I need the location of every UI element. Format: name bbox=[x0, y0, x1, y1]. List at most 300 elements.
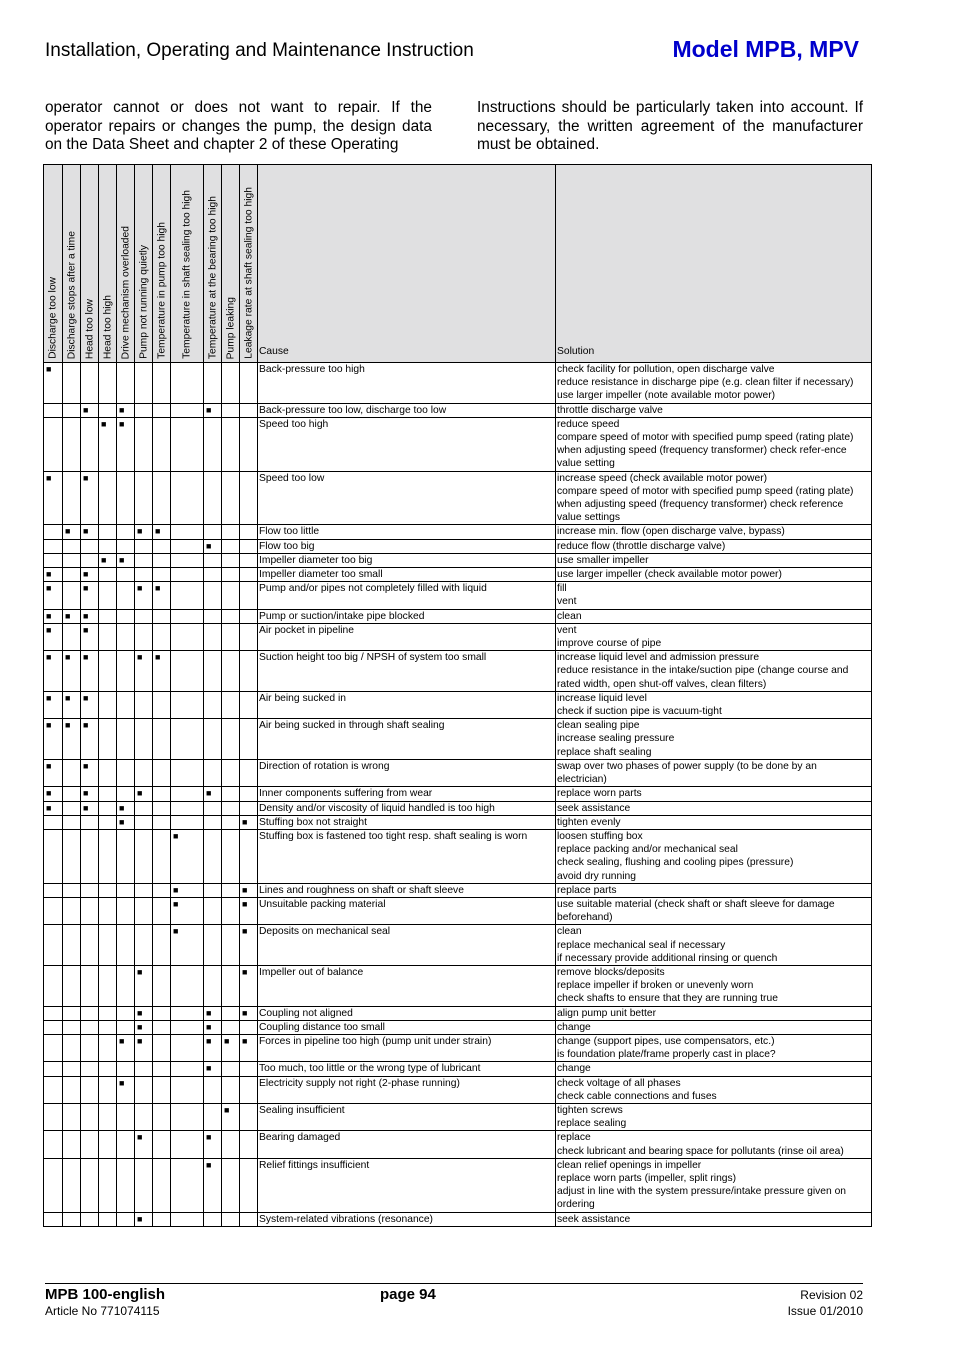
symptom-cell bbox=[81, 609, 99, 623]
symptom-cell bbox=[117, 1103, 135, 1130]
symptom-cell bbox=[222, 525, 240, 539]
symptom-mark: ■ bbox=[46, 652, 52, 663]
symptom-cell bbox=[153, 787, 171, 801]
table-header-row bbox=[44, 165, 872, 363]
table-row bbox=[44, 787, 872, 801]
table-row bbox=[44, 691, 872, 718]
symptom-cell bbox=[240, 1076, 258, 1103]
solution-cell bbox=[556, 925, 872, 966]
solution-line: increase liquid level bbox=[557, 692, 647, 704]
solution-line: use larger impeller (note available motor power) bbox=[557, 390, 776, 402]
symptom-cell bbox=[240, 651, 258, 692]
solution-header: Solution bbox=[556, 165, 872, 363]
symptom-mark: ■ bbox=[83, 610, 89, 621]
solution-line: clean relief openings in impeller bbox=[557, 1159, 702, 1171]
table-row bbox=[44, 759, 872, 786]
cause-cell: Stuffing box is fastened too tight resp. shaft sealing is worn bbox=[258, 829, 556, 883]
symptom-cell bbox=[153, 1212, 171, 1226]
symptom-cell bbox=[44, 801, 63, 815]
symptom-cell bbox=[153, 1076, 171, 1103]
symptom-mark: ■ bbox=[119, 1077, 125, 1088]
symptom-cell bbox=[171, 719, 204, 760]
symptom-label: Drive mechanism overloaded bbox=[120, 225, 131, 359]
symptom-cell bbox=[204, 539, 222, 553]
solution-cell bbox=[556, 1006, 872, 1020]
symptom-cell bbox=[171, 801, 204, 815]
symptom-mark: ■ bbox=[206, 1035, 212, 1046]
table-row bbox=[44, 525, 872, 539]
symptom-cell bbox=[63, 582, 81, 609]
solution-cell bbox=[556, 965, 872, 1006]
symptom-cell bbox=[240, 525, 258, 539]
symptom-cell bbox=[222, 417, 240, 471]
symptom-cell bbox=[99, 787, 117, 801]
symptom-cell bbox=[222, 651, 240, 692]
symptom-cell bbox=[204, 691, 222, 718]
symptom-cell bbox=[222, 403, 240, 417]
symptom-cell bbox=[44, 403, 63, 417]
table-row bbox=[44, 883, 872, 897]
symptom-cell bbox=[153, 883, 171, 897]
symptom-mark: ■ bbox=[46, 760, 52, 771]
symptom-cell bbox=[44, 1062, 63, 1076]
symptom-cell bbox=[99, 801, 117, 815]
table-row bbox=[44, 801, 872, 815]
symptom-label: Temperature in pump too high bbox=[156, 222, 167, 359]
symptom-cell bbox=[153, 582, 171, 609]
symptom-mark: ■ bbox=[46, 364, 52, 374]
solution-cell bbox=[556, 691, 872, 718]
symptom-cell bbox=[204, 897, 222, 924]
symptom-cell bbox=[117, 568, 135, 582]
symptom-mark: ■ bbox=[65, 610, 71, 621]
table-row bbox=[44, 1006, 872, 1020]
symptom-cell bbox=[99, 1158, 117, 1212]
table-row bbox=[44, 582, 872, 609]
symptom-cell bbox=[204, 651, 222, 692]
symptom-mark: ■ bbox=[137, 1035, 143, 1046]
solution-line: replace bbox=[557, 1132, 591, 1144]
symptom-cell bbox=[99, 363, 117, 404]
symptom-cell bbox=[44, 719, 63, 760]
symptom-cell bbox=[240, 1006, 258, 1020]
symptom-cell bbox=[204, 787, 222, 801]
symptom-cell bbox=[153, 897, 171, 924]
symptom-mark: ■ bbox=[242, 816, 248, 827]
symptom-mark: ■ bbox=[119, 1035, 125, 1046]
symptom-cell bbox=[81, 965, 99, 1006]
symptom-cell bbox=[222, 925, 240, 966]
solution-cell bbox=[556, 403, 872, 417]
symptom-cell bbox=[44, 815, 63, 829]
symptom-cell bbox=[135, 403, 153, 417]
symptom-cell bbox=[81, 525, 99, 539]
symptom-mark: ■ bbox=[242, 1035, 248, 1046]
cause-cell: Lines and roughness on shaft or shaft sleeve bbox=[258, 883, 556, 897]
symptom-mark: ■ bbox=[206, 1021, 212, 1032]
symptom-cell bbox=[153, 829, 171, 883]
symptom-cell bbox=[240, 1212, 258, 1226]
symptom-cell bbox=[204, 1158, 222, 1212]
symptom-cell bbox=[153, 719, 171, 760]
symptom-cell bbox=[204, 1062, 222, 1076]
symptom-cell bbox=[153, 801, 171, 815]
symptom-cell bbox=[44, 829, 63, 883]
symptom-cell bbox=[63, 965, 81, 1006]
symptom-cell bbox=[63, 719, 81, 760]
symptom-cell bbox=[222, 801, 240, 815]
symptom-cell bbox=[44, 1131, 63, 1158]
symptom-mark: ■ bbox=[206, 1159, 212, 1170]
symptom-mark: ■ bbox=[137, 583, 143, 594]
symptom-cell bbox=[135, 883, 153, 897]
symptom-cell bbox=[44, 897, 63, 924]
symptom-cell bbox=[81, 883, 99, 897]
symptom-cell bbox=[44, 1158, 63, 1212]
solution-cell bbox=[556, 1158, 872, 1212]
symptom-cell bbox=[171, 1158, 204, 1212]
solution-line: clean bbox=[557, 926, 582, 938]
symptom-cell bbox=[44, 691, 63, 718]
symptom-cell bbox=[81, 1212, 99, 1226]
symptom-cell bbox=[81, 403, 99, 417]
solution-line: when adjusting speed (frequency transformer) check reference value settings bbox=[557, 499, 844, 524]
symptom-cell bbox=[117, 897, 135, 924]
symptom-cell bbox=[99, 403, 117, 417]
symptom-cell bbox=[135, 539, 153, 553]
symptom-cell bbox=[240, 719, 258, 760]
symptom-cell bbox=[222, 1158, 240, 1212]
symptom-cell bbox=[171, 582, 204, 609]
solution-cell bbox=[556, 651, 872, 692]
table-row bbox=[44, 623, 872, 650]
symptom-cell bbox=[240, 1020, 258, 1034]
symptom-mark: ■ bbox=[206, 1063, 212, 1074]
solution-line: replace impeller if broken or unevenly worn bbox=[557, 980, 754, 992]
symptom-mark: ■ bbox=[119, 802, 125, 813]
symptom-cell bbox=[240, 759, 258, 786]
symptom-cell bbox=[44, 609, 63, 623]
symptom-cell bbox=[171, 883, 204, 897]
solution-cell bbox=[556, 471, 872, 525]
symptom-mark: ■ bbox=[206, 1007, 212, 1018]
solution-line: compare speed of motor with specified pump speed (rating plate) bbox=[557, 432, 854, 444]
symptom-cell bbox=[81, 815, 99, 829]
symptom-mark: ■ bbox=[46, 624, 52, 635]
solution-line: adjust in line with the system pressure/intake pressure given on ordering bbox=[557, 1186, 847, 1211]
symptom-cell bbox=[135, 471, 153, 525]
symptom-header bbox=[81, 165, 99, 363]
solution-line: use smaller impeller bbox=[557, 554, 649, 566]
symptom-cell bbox=[135, 553, 153, 567]
solution-line: check cable connections and fuses bbox=[557, 1090, 717, 1102]
symptom-cell bbox=[240, 1158, 258, 1212]
symptom-cell bbox=[117, 363, 135, 404]
cause-cell: Too much, too little or the wrong type of lubricant bbox=[258, 1062, 556, 1076]
symptom-cell bbox=[63, 1158, 81, 1212]
symptom-mark: ■ bbox=[46, 610, 52, 621]
symptom-cell bbox=[153, 1131, 171, 1158]
solution-line: tighten screws bbox=[557, 1104, 623, 1116]
symptom-cell bbox=[44, 759, 63, 786]
symptom-label: Head too low bbox=[84, 298, 95, 359]
solution-cell bbox=[556, 883, 872, 897]
symptom-cell bbox=[153, 417, 171, 471]
symptom-cell bbox=[135, 623, 153, 650]
symptom-cell bbox=[81, 651, 99, 692]
footer-page-number: page 94 bbox=[380, 1286, 436, 1303]
symptom-cell bbox=[99, 829, 117, 883]
symptom-cell bbox=[204, 1076, 222, 1103]
symptom-cell bbox=[44, 1006, 63, 1020]
symptom-cell bbox=[153, 525, 171, 539]
solution-cell bbox=[556, 1020, 872, 1034]
symptom-cell bbox=[135, 651, 153, 692]
symptom-cell bbox=[204, 1212, 222, 1226]
solution-line: replace parts bbox=[557, 884, 617, 896]
symptom-cell bbox=[63, 829, 81, 883]
symptom-cell bbox=[171, 1062, 204, 1076]
symptom-cell bbox=[153, 403, 171, 417]
symptom-cell bbox=[63, 1062, 81, 1076]
symptom-cell bbox=[240, 471, 258, 525]
symptom-cell bbox=[135, 1034, 153, 1061]
symptom-cell bbox=[135, 1212, 153, 1226]
symptom-cell bbox=[81, 759, 99, 786]
symptom-mark: ■ bbox=[65, 720, 71, 731]
footer-revision: Revision 02 bbox=[800, 1288, 863, 1302]
symptom-cell bbox=[63, 623, 81, 650]
symptom-cell bbox=[99, 539, 117, 553]
symptom-mark: ■ bbox=[242, 926, 248, 937]
symptom-cell bbox=[117, 815, 135, 829]
symptom-cell bbox=[222, 829, 240, 883]
table-row bbox=[44, 1062, 872, 1076]
cause-cell: Impeller diameter too big bbox=[258, 553, 556, 567]
symptom-cell bbox=[63, 1103, 81, 1130]
symptom-cell bbox=[44, 471, 63, 525]
symptom-cell bbox=[81, 553, 99, 567]
symptom-cell bbox=[81, 363, 99, 404]
symptom-cell bbox=[240, 1034, 258, 1061]
table-row bbox=[44, 1103, 872, 1130]
symptom-cell bbox=[222, 1006, 240, 1020]
symptom-cell bbox=[153, 1020, 171, 1034]
symptom-cell bbox=[153, 1158, 171, 1212]
symptom-cell bbox=[44, 883, 63, 897]
symptom-mark: ■ bbox=[137, 652, 143, 663]
symptom-cell bbox=[171, 829, 204, 883]
symptom-cell bbox=[153, 568, 171, 582]
solution-line: check if suction pipe is vacuum-tight bbox=[557, 706, 722, 718]
symptom-cell bbox=[171, 623, 204, 650]
symptom-cell bbox=[44, 965, 63, 1006]
symptom-cell bbox=[240, 609, 258, 623]
table-row bbox=[44, 925, 872, 966]
symptom-cell bbox=[63, 1076, 81, 1103]
symptom-mark: ■ bbox=[137, 1021, 143, 1032]
symptom-cell bbox=[99, 471, 117, 525]
symptom-cell bbox=[99, 568, 117, 582]
symptom-cell bbox=[171, 965, 204, 1006]
symptom-cell bbox=[81, 1020, 99, 1034]
cause-cell: Flow too little bbox=[258, 525, 556, 539]
symptom-cell bbox=[63, 403, 81, 417]
symptom-cell bbox=[204, 1103, 222, 1130]
symptom-cell bbox=[63, 651, 81, 692]
symptom-cell bbox=[81, 1131, 99, 1158]
symptom-cell bbox=[171, 897, 204, 924]
cause-cell: Air being sucked in through shaft sealing bbox=[258, 719, 556, 760]
symptom-cell bbox=[240, 539, 258, 553]
symptom-cell bbox=[81, 897, 99, 924]
solution-cell bbox=[556, 525, 872, 539]
symptom-cell bbox=[81, 829, 99, 883]
symptom-mark: ■ bbox=[224, 1035, 230, 1046]
symptom-cell bbox=[44, 787, 63, 801]
symptom-cell bbox=[81, 1062, 99, 1076]
table-row bbox=[44, 553, 872, 567]
symptom-cell bbox=[240, 801, 258, 815]
symptom-mark: ■ bbox=[137, 1007, 143, 1018]
symptom-cell bbox=[117, 623, 135, 650]
solution-line: avoid dry running bbox=[557, 870, 636, 882]
symptom-cell bbox=[81, 417, 99, 471]
solution-cell bbox=[556, 609, 872, 623]
symptom-header bbox=[204, 165, 222, 363]
solution-line: check voltage of all phases bbox=[557, 1077, 681, 1089]
solution-cell bbox=[556, 623, 872, 650]
symptom-cell bbox=[222, 787, 240, 801]
symptom-cell bbox=[171, 1212, 204, 1226]
symptom-mark: ■ bbox=[137, 966, 143, 977]
symptom-cell bbox=[117, 719, 135, 760]
solution-cell bbox=[556, 568, 872, 582]
symptom-cell bbox=[204, 525, 222, 539]
symptom-cell bbox=[222, 1076, 240, 1103]
symptom-mark: ■ bbox=[119, 418, 125, 429]
symptom-cell bbox=[204, 1020, 222, 1034]
symptom-cell bbox=[153, 965, 171, 1006]
symptom-cell bbox=[153, 1006, 171, 1020]
symptom-cell bbox=[222, 1020, 240, 1034]
symptom-cell bbox=[117, 691, 135, 718]
solution-line: improve course of pipe bbox=[557, 638, 662, 650]
symptom-mark: ■ bbox=[65, 692, 71, 703]
symptom-mark: ■ bbox=[155, 526, 161, 537]
symptom-cell bbox=[99, 1212, 117, 1226]
symptom-cell bbox=[240, 829, 258, 883]
symptom-cell bbox=[135, 1131, 153, 1158]
symptom-cell bbox=[135, 1076, 153, 1103]
footer-article-number: Article No 771074115 bbox=[45, 1304, 160, 1318]
symptom-mark: ■ bbox=[206, 404, 212, 415]
solution-line: replace sealing bbox=[557, 1118, 627, 1130]
symptom-cell bbox=[44, 1020, 63, 1034]
symptom-cell bbox=[153, 691, 171, 718]
cause-cell: Sealing insufficient bbox=[258, 1103, 556, 1130]
cause-cell: Air being sucked in bbox=[258, 691, 556, 718]
symptom-mark: ■ bbox=[46, 788, 52, 799]
symptom-cell bbox=[222, 1034, 240, 1061]
symptom-cell bbox=[99, 525, 117, 539]
symptom-cell bbox=[135, 719, 153, 760]
symptom-cell bbox=[99, 553, 117, 567]
cause-cell: Deposits on mechanical seal bbox=[258, 925, 556, 966]
solution-line: swap over two phases of power supply (to be done by an electrician) bbox=[557, 760, 817, 786]
symptom-header bbox=[171, 165, 204, 363]
symptom-cell bbox=[63, 1006, 81, 1020]
symptom-cell bbox=[99, 719, 117, 760]
solution-cell bbox=[556, 787, 872, 801]
table-row bbox=[44, 1212, 872, 1226]
solution-line: compare speed of motor with specified pump speed (rating plate) bbox=[557, 485, 854, 497]
table-row bbox=[44, 471, 872, 525]
symptom-cell bbox=[63, 897, 81, 924]
solution-cell bbox=[556, 539, 872, 553]
symptom-cell bbox=[63, 363, 81, 404]
symptom-cell bbox=[44, 651, 63, 692]
symptom-mark: ■ bbox=[65, 526, 71, 537]
symptom-cell bbox=[99, 1076, 117, 1103]
symptom-cell bbox=[63, 525, 81, 539]
symptom-mark: ■ bbox=[173, 884, 179, 895]
solution-line: check lubricant and bearing space for pollutants (rinse oil area) bbox=[557, 1145, 844, 1157]
symptom-cell bbox=[240, 897, 258, 924]
symptom-cell bbox=[171, 925, 204, 966]
symptom-cell bbox=[171, 568, 204, 582]
cause-cell: Back-pressure too low, discharge too low bbox=[258, 403, 556, 417]
symptom-cell bbox=[99, 609, 117, 623]
symptom-cell bbox=[171, 1076, 204, 1103]
symptom-cell bbox=[171, 1103, 204, 1130]
solution-line: tighten evenly bbox=[557, 816, 621, 828]
cause-cell: System-related vibrations (resonance) bbox=[258, 1212, 556, 1226]
symptom-label: Leakage rate at shaft sealing too high bbox=[243, 187, 254, 359]
symptom-cell bbox=[63, 539, 81, 553]
cause-cell: Bearing damaged bbox=[258, 1131, 556, 1158]
symptom-cell bbox=[135, 609, 153, 623]
solution-cell bbox=[556, 1034, 872, 1061]
symptom-header bbox=[135, 165, 153, 363]
table-row bbox=[44, 1131, 872, 1158]
table-row bbox=[44, 417, 872, 471]
symptom-cell bbox=[99, 582, 117, 609]
symptom-mark: ■ bbox=[83, 472, 89, 483]
symptom-cell bbox=[204, 568, 222, 582]
symptom-cell bbox=[99, 1006, 117, 1020]
symptom-cell bbox=[222, 1103, 240, 1130]
symptom-header bbox=[240, 165, 258, 363]
symptom-cell bbox=[135, 525, 153, 539]
symptom-cell bbox=[171, 759, 204, 786]
table-row bbox=[44, 1076, 872, 1103]
solution-line: align pump unit better bbox=[557, 1007, 657, 1019]
symptom-cell bbox=[204, 582, 222, 609]
symptom-cell bbox=[44, 623, 63, 650]
symptom-cell bbox=[117, 1158, 135, 1212]
symptom-cell bbox=[99, 897, 117, 924]
symptom-cell bbox=[44, 417, 63, 471]
solution-line: when adjusting speed (frequency transformer) check refer-ence value setting bbox=[557, 445, 847, 470]
cause-cell: Forces in pipeline too high (pump unit under strain) bbox=[258, 1034, 556, 1061]
symptom-mark: ■ bbox=[119, 404, 125, 415]
symptom-cell bbox=[135, 363, 153, 404]
symptom-cell bbox=[171, 651, 204, 692]
symptom-cell bbox=[222, 609, 240, 623]
symptom-cell bbox=[222, 691, 240, 718]
solution-cell bbox=[556, 1103, 872, 1130]
